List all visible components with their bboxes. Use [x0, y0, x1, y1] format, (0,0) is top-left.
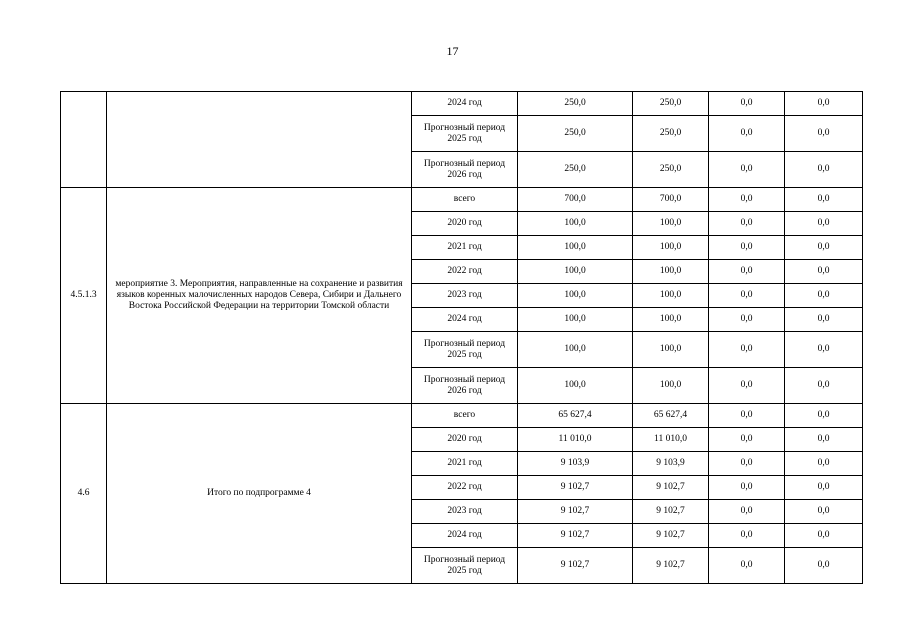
- federal-amount-cell: 0,0: [709, 524, 785, 548]
- federal-amount-cell: 0,0: [709, 368, 785, 404]
- federal-amount-cell: 0,0: [709, 284, 785, 308]
- item-name-cell: Итого по подпрограмме 4: [107, 404, 412, 584]
- federal-amount-cell: 0,0: [709, 332, 785, 368]
- other-amount-cell: 0,0: [785, 428, 863, 452]
- period-cell: Прогнозный период 2025 год: [412, 332, 518, 368]
- other-amount-cell: 0,0: [785, 452, 863, 476]
- period-cell: 2022 год: [412, 260, 518, 284]
- total-amount-cell: 9 102,7: [518, 500, 633, 524]
- total-amount-cell: 9 102,7: [518, 524, 633, 548]
- other-amount-cell: 0,0: [785, 476, 863, 500]
- total-amount-cell: 9 102,7: [518, 476, 633, 500]
- federal-amount-cell: 0,0: [709, 404, 785, 428]
- period-cell: Прогнозный период 2026 год: [412, 152, 518, 188]
- table-row: [61, 188, 863, 212]
- period-cell: Прогнозный период 2026 год: [412, 368, 518, 404]
- total-amount-cell: 11 010,0: [518, 428, 633, 452]
- period-cell: всего: [412, 404, 518, 428]
- budget-amount-cell: 11 010,0: [633, 428, 709, 452]
- other-amount-cell: 0,0: [785, 92, 863, 116]
- other-amount-cell: 0,0: [785, 188, 863, 212]
- other-amount-cell: 0,0: [785, 236, 863, 260]
- budget-amount-cell: 100,0: [633, 212, 709, 236]
- federal-amount-cell: 0,0: [709, 92, 785, 116]
- period-cell: Прогнозный период 2025 год: [412, 116, 518, 152]
- total-amount-cell: 100,0: [518, 332, 633, 368]
- total-amount-cell: 65 627,4: [518, 404, 633, 428]
- budget-amount-cell: 9 102,7: [633, 500, 709, 524]
- period-cell: 2024 год: [412, 524, 518, 548]
- period-cell: 2023 год: [412, 500, 518, 524]
- total-amount-cell: 100,0: [518, 212, 633, 236]
- page-number: 17: [446, 44, 459, 58]
- item-code-cell: 4.5.1.3: [61, 188, 107, 404]
- total-amount-cell: 100,0: [518, 308, 633, 332]
- period-cell: 2023 год: [412, 284, 518, 308]
- federal-amount-cell: 0,0: [709, 308, 785, 332]
- total-amount-cell: 100,0: [518, 284, 633, 308]
- item-name-cell: [107, 92, 412, 188]
- federal-amount-cell: 0,0: [709, 428, 785, 452]
- other-amount-cell: 0,0: [785, 152, 863, 188]
- budget-amount-cell: 700,0: [633, 188, 709, 212]
- total-amount-cell: 100,0: [518, 236, 633, 260]
- total-amount-cell: 100,0: [518, 260, 633, 284]
- budget-amount-cell: 65 627,4: [633, 404, 709, 428]
- budget-amount-cell: 250,0: [633, 116, 709, 152]
- federal-amount-cell: 0,0: [709, 452, 785, 476]
- budget-amount-cell: 100,0: [633, 284, 709, 308]
- other-amount-cell: 0,0: [785, 524, 863, 548]
- federal-amount-cell: 0,0: [709, 236, 785, 260]
- other-amount-cell: 0,0: [785, 116, 863, 152]
- budget-amount-cell: 100,0: [633, 368, 709, 404]
- item-code-cell: [61, 92, 107, 188]
- table-row: [61, 404, 863, 428]
- total-amount-cell: 250,0: [518, 116, 633, 152]
- total-amount-cell: 250,0: [518, 152, 633, 188]
- table-row: [61, 92, 863, 116]
- federal-amount-cell: 0,0: [709, 188, 785, 212]
- period-cell: 2024 год: [412, 92, 518, 116]
- budget-amount-cell: 100,0: [633, 236, 709, 260]
- budget-amount-cell: 250,0: [633, 92, 709, 116]
- budget-amount-cell: 100,0: [633, 260, 709, 284]
- federal-amount-cell: 0,0: [709, 476, 785, 500]
- other-amount-cell: 0,0: [785, 368, 863, 404]
- period-cell: всего: [412, 188, 518, 212]
- budget-amount-cell: 9 103,9: [633, 452, 709, 476]
- total-amount-cell: 9 102,7: [518, 548, 633, 584]
- total-amount-cell: 100,0: [518, 368, 633, 404]
- other-amount-cell: 0,0: [785, 260, 863, 284]
- period-cell: 2020 год: [412, 428, 518, 452]
- budget-table: [60, 91, 863, 584]
- total-amount-cell: 700,0: [518, 188, 633, 212]
- other-amount-cell: 0,0: [785, 332, 863, 368]
- federal-amount-cell: 0,0: [709, 212, 785, 236]
- budget-amount-cell: 9 102,7: [633, 476, 709, 500]
- budget-amount-cell: 9 102,7: [633, 548, 709, 584]
- item-name-cell: мероприятие 3. Мероприятия, направленные на сохранение и развития языков коренных малочисленных народов Севера, Сибири и Дальнего Востока Российской Федерации на территории Томской области: [107, 188, 412, 404]
- other-amount-cell: 0,0: [785, 212, 863, 236]
- period-cell: 2024 год: [412, 308, 518, 332]
- budget-amount-cell: 9 102,7: [633, 524, 709, 548]
- budget-amount-cell: 100,0: [633, 308, 709, 332]
- total-amount-cell: 250,0: [518, 92, 633, 116]
- other-amount-cell: 0,0: [785, 284, 863, 308]
- federal-amount-cell: 0,0: [709, 152, 785, 188]
- budget-amount-cell: 250,0: [633, 152, 709, 188]
- period-cell: 2021 год: [412, 236, 518, 260]
- period-cell: 2022 год: [412, 476, 518, 500]
- federal-amount-cell: 0,0: [709, 548, 785, 584]
- budget-table-body: [61, 92, 863, 584]
- other-amount-cell: 0,0: [785, 308, 863, 332]
- period-cell: Прогнозный период 2025 год: [412, 548, 518, 584]
- budget-amount-cell: 100,0: [633, 332, 709, 368]
- federal-amount-cell: 0,0: [709, 116, 785, 152]
- other-amount-cell: 0,0: [785, 404, 863, 428]
- total-amount-cell: 9 103,9: [518, 452, 633, 476]
- federal-amount-cell: 0,0: [709, 260, 785, 284]
- item-code-cell: 4.6: [61, 404, 107, 584]
- other-amount-cell: 0,0: [785, 548, 863, 584]
- period-cell: 2021 год: [412, 452, 518, 476]
- federal-amount-cell: 0,0: [709, 500, 785, 524]
- period-cell: 2020 год: [412, 212, 518, 236]
- other-amount-cell: 0,0: [785, 500, 863, 524]
